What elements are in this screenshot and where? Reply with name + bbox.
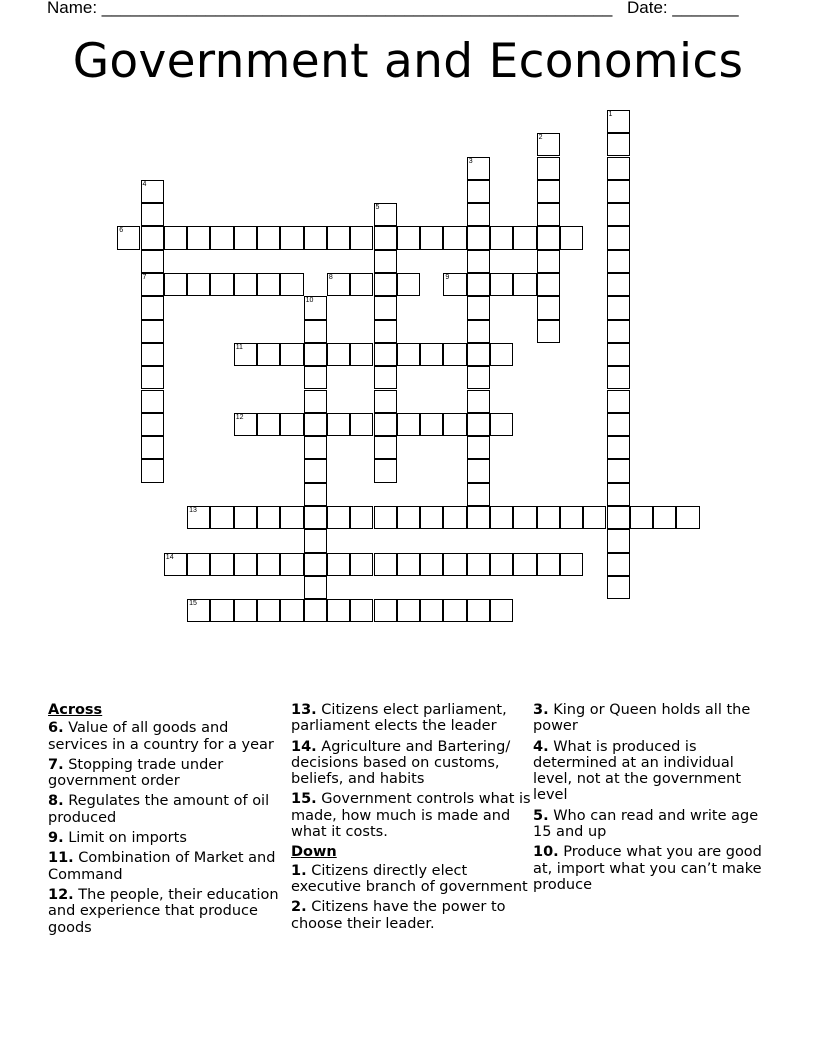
- grid-cell[interactable]: [537, 320, 560, 343]
- grid-cell[interactable]: [467, 366, 490, 389]
- grid-cell[interactable]: [443, 226, 466, 249]
- grid-cell[interactable]: [304, 459, 327, 482]
- grid-cell[interactable]: [304, 413, 327, 436]
- across-clue: [291, 791, 531, 840]
- grid-cell[interactable]: [537, 133, 560, 156]
- down-clue: [533, 739, 773, 804]
- clues-column-3: [533, 702, 773, 897]
- grid-cell[interactable]: [490, 599, 513, 622]
- grid-cell[interactable]: [537, 180, 560, 203]
- grid-cell[interactable]: [164, 273, 187, 296]
- clue-number: 13: [189, 507, 197, 514]
- grid-cell[interactable]: [234, 506, 257, 529]
- grid-cell[interactable]: [607, 366, 630, 389]
- grid-cell[interactable]: [374, 436, 397, 459]
- clue-text: Citizens directly elect executive branch of government: [291, 862, 528, 895]
- grid-cell[interactable]: [607, 250, 630, 273]
- grid-cell[interactable]: [607, 273, 630, 296]
- grid-cell[interactable]: [304, 599, 327, 622]
- clue-number: 10: [305, 297, 314, 305]
- clue-text: Agriculture and Bartering/ decisions based on customs, beliefs, and habits: [291, 738, 511, 788]
- grid-cell[interactable]: [537, 553, 560, 576]
- grid-cell[interactable]: [187, 506, 210, 529]
- grid-cell[interactable]: [467, 273, 490, 296]
- across-clue: [291, 739, 531, 788]
- grid-cell[interactable]: [467, 203, 490, 226]
- clue-number-label: 15.: [291, 791, 317, 808]
- grid-cell[interactable]: [467, 343, 490, 366]
- clue-text: Produce what you are good at, import what you can’t make produce: [533, 844, 762, 893]
- grid-cell[interactable]: [537, 296, 560, 319]
- across-clue: [48, 720, 288, 753]
- grid-cell[interactable]: [327, 226, 350, 249]
- clue-number-label: 2.: [291, 899, 307, 916]
- clue-text: Government controls what is made, how much is made and what it costs.: [291, 791, 531, 841]
- grid-cell[interactable]: [187, 226, 210, 249]
- across-clue: [48, 887, 288, 936]
- grid-cell[interactable]: [304, 506, 327, 529]
- grid-cell[interactable]: [443, 599, 466, 622]
- grid-cell[interactable]: [374, 459, 397, 482]
- clue-number-label: 3.: [533, 702, 549, 718]
- grid-cell[interactable]: [374, 390, 397, 413]
- grid-cell[interactable]: [304, 576, 327, 599]
- clue-number-label: 11.: [48, 850, 74, 867]
- grid-cell[interactable]: [374, 320, 397, 343]
- grid-cell[interactable]: [467, 250, 490, 273]
- grid-cell[interactable]: [467, 599, 490, 622]
- grid-cell[interactable]: [350, 343, 373, 366]
- name-field: Name: ______________________________________________________: [47, 0, 613, 17]
- grid-cell[interactable]: [397, 599, 420, 622]
- grid-cell[interactable]: [350, 273, 373, 296]
- grid-cell[interactable]: [117, 226, 140, 249]
- grid-cell[interactable]: [327, 599, 350, 622]
- clue-number-label: 8.: [48, 793, 64, 810]
- grid-cell[interactable]: [187, 273, 210, 296]
- clue-number: 12: [235, 413, 244, 421]
- grid-cell[interactable]: [490, 413, 513, 436]
- grid-cell[interactable]: [420, 413, 443, 436]
- grid-cell[interactable]: [560, 226, 583, 249]
- grid-cell[interactable]: [443, 506, 466, 529]
- grid-cell[interactable]: [141, 436, 164, 459]
- grid-cell[interactable]: [607, 390, 630, 413]
- grid-cell[interactable]: [443, 343, 466, 366]
- grid-cell[interactable]: [234, 343, 257, 366]
- grid-cell[interactable]: [397, 553, 420, 576]
- across-clue: [48, 830, 288, 846]
- clue-text: Who can read and write age 15 and up: [533, 807, 759, 841]
- page-title: Government and Economics: [72, 34, 744, 89]
- grid-cell[interactable]: [257, 273, 280, 296]
- grid-cell[interactable]: [234, 226, 257, 249]
- clue-text: Citizens have the power to choose their leader.: [291, 899, 506, 932]
- grid-cell[interactable]: [304, 320, 327, 343]
- grid-cell[interactable]: [304, 529, 327, 552]
- grid-cell[interactable]: [513, 506, 536, 529]
- grid-cell[interactable]: [280, 599, 303, 622]
- grid-cell[interactable]: [210, 553, 233, 576]
- grid-cell[interactable]: [304, 553, 327, 576]
- grid-cell[interactable]: [350, 553, 373, 576]
- grid-cell[interactable]: [467, 483, 490, 506]
- grid-cell[interactable]: [374, 343, 397, 366]
- clue-number: 6: [119, 227, 124, 235]
- grid-cell[interactable]: [607, 553, 630, 576]
- grid-cell[interactable]: [560, 506, 583, 529]
- grid-cell[interactable]: [607, 133, 630, 156]
- clue-number: 5: [375, 204, 380, 212]
- clue-number: 9: [445, 274, 450, 281]
- grid-cell[interactable]: [467, 296, 490, 319]
- grid-cell[interactable]: [304, 296, 327, 319]
- grid-cell[interactable]: [327, 506, 350, 529]
- grid-cell[interactable]: [374, 250, 397, 273]
- grid-cell[interactable]: [443, 553, 466, 576]
- clue-number-label: 4.: [533, 738, 549, 755]
- clue-number: 3: [468, 157, 473, 165]
- clue-text: Stopping trade under government order: [48, 756, 224, 790]
- grid-cell[interactable]: [374, 366, 397, 389]
- across-heading: Across: [48, 702, 103, 718]
- grid-cell[interactable]: [443, 413, 466, 436]
- grid-cell[interactable]: [490, 506, 513, 529]
- clue-number: 11: [235, 343, 243, 351]
- grid-cell[interactable]: [560, 553, 583, 576]
- clue-number-label: 10.: [533, 844, 559, 861]
- clue-number-label: 1.: [291, 862, 307, 879]
- grid-cell[interactable]: [374, 273, 397, 296]
- clue-text: Combination of Market and Command: [48, 850, 276, 883]
- grid-cell[interactable]: [280, 553, 303, 576]
- grid-cell[interactable]: [257, 599, 280, 622]
- clue-number-label: 6.: [48, 720, 64, 737]
- grid-cell[interactable]: [350, 599, 373, 622]
- grid-cell[interactable]: [653, 506, 676, 529]
- grid-cell[interactable]: [397, 506, 420, 529]
- grid-cell[interactable]: [420, 506, 443, 529]
- grid-cell[interactable]: [513, 226, 536, 249]
- grid-cell[interactable]: [537, 250, 560, 273]
- grid-cell[interactable]: [467, 320, 490, 343]
- across-clue: [48, 757, 288, 790]
- grid-cell[interactable]: [304, 436, 327, 459]
- grid-cell[interactable]: [257, 506, 280, 529]
- clue-number: 2: [538, 134, 543, 142]
- down-clue: [533, 844, 773, 893]
- grid-cell[interactable]: [350, 226, 373, 249]
- grid-cell[interactable]: [443, 273, 466, 296]
- grid-cell[interactable]: [327, 273, 350, 296]
- grid-cell[interactable]: [304, 343, 327, 366]
- grid-cell[interactable]: [490, 273, 513, 296]
- grid-cell[interactable]: [141, 296, 164, 319]
- grid-cell[interactable]: [397, 273, 420, 296]
- grid-cell[interactable]: [490, 553, 513, 576]
- grid-cell[interactable]: [607, 180, 630, 203]
- grid-cell[interactable]: [607, 413, 630, 436]
- grid-cell[interactable]: [374, 413, 397, 436]
- grid-cell[interactable]: [304, 483, 327, 506]
- clue-text: The people, their education and experience that produce goods: [48, 886, 279, 936]
- date-field: Date: _______: [627, 0, 739, 17]
- grid-cell[interactable]: [374, 296, 397, 319]
- grid-cell[interactable]: [607, 576, 630, 599]
- clue-number-label: 14.: [291, 738, 317, 755]
- grid-cell[interactable]: [327, 413, 350, 436]
- grid-cell[interactable]: [280, 226, 303, 249]
- grid-cell[interactable]: [420, 553, 443, 576]
- grid-cell[interactable]: [607, 157, 630, 180]
- grid-cell[interactable]: [141, 273, 164, 296]
- grid-cell[interactable]: [234, 413, 257, 436]
- grid-cell[interactable]: [280, 273, 303, 296]
- clue-number-label: 7.: [48, 756, 64, 773]
- grid-cell[interactable]: [164, 553, 187, 576]
- grid-cell[interactable]: [210, 273, 233, 296]
- grid-cell[interactable]: [210, 226, 233, 249]
- grid-cell[interactable]: [304, 390, 327, 413]
- clue-number-label: 13.: [291, 702, 317, 718]
- grid-cell[interactable]: [141, 226, 164, 249]
- grid-cell[interactable]: [583, 506, 606, 529]
- grid-cell[interactable]: [280, 413, 303, 436]
- grid-cell[interactable]: [234, 553, 257, 576]
- clue-text: Regulates the amount of oil produced: [48, 793, 270, 826]
- grid-cell[interactable]: [304, 226, 327, 249]
- grid-cell[interactable]: [397, 226, 420, 249]
- grid-cell[interactable]: [374, 506, 397, 529]
- clues-column-1: [48, 702, 288, 940]
- grid-cell[interactable]: [141, 320, 164, 343]
- grid-cell[interactable]: [607, 529, 630, 552]
- clue-text: Value of all goods and services in a country for a year: [48, 720, 274, 753]
- down-clue: [533, 808, 773, 841]
- grid-cell[interactable]: [607, 459, 630, 482]
- grid-cell[interactable]: [141, 343, 164, 366]
- grid-cell[interactable]: [141, 250, 164, 273]
- grid-cell[interactable]: [467, 436, 490, 459]
- grid-cell[interactable]: [607, 436, 630, 459]
- grid-cell[interactable]: [141, 459, 164, 482]
- grid-cell[interactable]: [537, 506, 560, 529]
- grid-cell[interactable]: [397, 343, 420, 366]
- grid-cell[interactable]: [141, 366, 164, 389]
- grid-cell[interactable]: [257, 553, 280, 576]
- grid-cell[interactable]: [374, 599, 397, 622]
- clue-number-label: 12.: [48, 886, 74, 903]
- down-heading: Down: [291, 844, 337, 861]
- grid-cell[interactable]: [467, 506, 490, 529]
- grid-cell[interactable]: [141, 180, 164, 203]
- grid-cell[interactable]: [467, 157, 490, 180]
- grid-cell[interactable]: [537, 203, 560, 226]
- grid-cell[interactable]: [350, 506, 373, 529]
- grid-cell[interactable]: [537, 157, 560, 180]
- grid-cell[interactable]: [490, 226, 513, 249]
- grid-cell[interactable]: [420, 343, 443, 366]
- clue-text: What is produced is determined at an individual level, not at the government level: [533, 738, 742, 804]
- grid-cell[interactable]: [350, 413, 373, 436]
- grid-cell[interactable]: [607, 296, 630, 319]
- clue-number: 14: [165, 553, 174, 561]
- grid-cell[interactable]: [141, 203, 164, 226]
- grid-cell[interactable]: [164, 226, 187, 249]
- grid-cell[interactable]: [467, 226, 490, 249]
- grid-cell[interactable]: [374, 203, 397, 226]
- grid-cell[interactable]: [607, 320, 630, 343]
- grid-cell[interactable]: [327, 343, 350, 366]
- grid-cell[interactable]: [280, 343, 303, 366]
- grid-cell[interactable]: [607, 483, 630, 506]
- clue-number: 15: [189, 600, 197, 608]
- across-clue-list-continued: [291, 702, 531, 840]
- grid-cell[interactable]: [467, 553, 490, 576]
- grid-cell[interactable]: [327, 553, 350, 576]
- across-clue: [48, 850, 288, 883]
- clue-number: 8: [328, 274, 333, 281]
- grid-cell[interactable]: [257, 343, 280, 366]
- grid-cell[interactable]: [676, 506, 699, 529]
- grid-cell[interactable]: [234, 273, 257, 296]
- grid-cell[interactable]: [280, 506, 303, 529]
- down-clue: [533, 702, 773, 735]
- clue-text: King or Queen holds all the power: [533, 702, 751, 735]
- grid-cell[interactable]: [234, 599, 257, 622]
- grid-cell[interactable]: [607, 506, 630, 529]
- grid-cell[interactable]: [630, 506, 653, 529]
- clue-number: 7: [142, 274, 147, 281]
- clue-text: Citizens elect parliament, parliament elects the leader: [291, 702, 507, 735]
- grid-cell[interactable]: [187, 599, 210, 622]
- across-clue-list: [48, 720, 288, 936]
- clue-number: 4: [142, 180, 147, 188]
- clue-number-label: 9.: [48, 830, 64, 847]
- grid-cell[interactable]: [420, 599, 443, 622]
- clues-column-2: [291, 702, 531, 936]
- grid-cell[interactable]: [467, 413, 490, 436]
- down-clue-list-continued: [533, 702, 773, 893]
- grid-cell[interactable]: [257, 413, 280, 436]
- grid-cell[interactable]: [141, 390, 164, 413]
- grid-cell[interactable]: [467, 459, 490, 482]
- grid-cell[interactable]: [467, 180, 490, 203]
- clue-text: Limit on imports: [68, 830, 187, 847]
- grid-cell[interactable]: [513, 553, 536, 576]
- grid-cell[interactable]: [141, 413, 164, 436]
- down-clue-list: [291, 863, 531, 932]
- grid-cell[interactable]: [607, 343, 630, 366]
- across-clue: [48, 793, 288, 826]
- grid-cell[interactable]: [210, 506, 233, 529]
- grid-cell[interactable]: [537, 273, 560, 296]
- down-clue: [291, 899, 531, 932]
- grid-cell[interactable]: [490, 343, 513, 366]
- grid-cell[interactable]: [187, 553, 210, 576]
- grid-cell[interactable]: [537, 226, 560, 249]
- grid-cell[interactable]: [304, 366, 327, 389]
- grid-cell[interactable]: [467, 390, 490, 413]
- grid-cell[interactable]: [374, 226, 397, 249]
- grid-cell[interactable]: [397, 413, 420, 436]
- grid-cell[interactable]: [607, 203, 630, 226]
- grid-cell[interactable]: [210, 599, 233, 622]
- clue-number-label: 5.: [533, 807, 549, 824]
- grid-cell[interactable]: [513, 273, 536, 296]
- grid-cell[interactable]: [420, 226, 443, 249]
- clue-number: 1: [608, 110, 613, 118]
- grid-cell[interactable]: [607, 110, 630, 133]
- down-clue: [291, 863, 531, 896]
- across-clue: [291, 702, 531, 735]
- grid-cell[interactable]: [374, 553, 397, 576]
- grid-cell[interactable]: [257, 226, 280, 249]
- grid-cell[interactable]: [607, 226, 630, 249]
